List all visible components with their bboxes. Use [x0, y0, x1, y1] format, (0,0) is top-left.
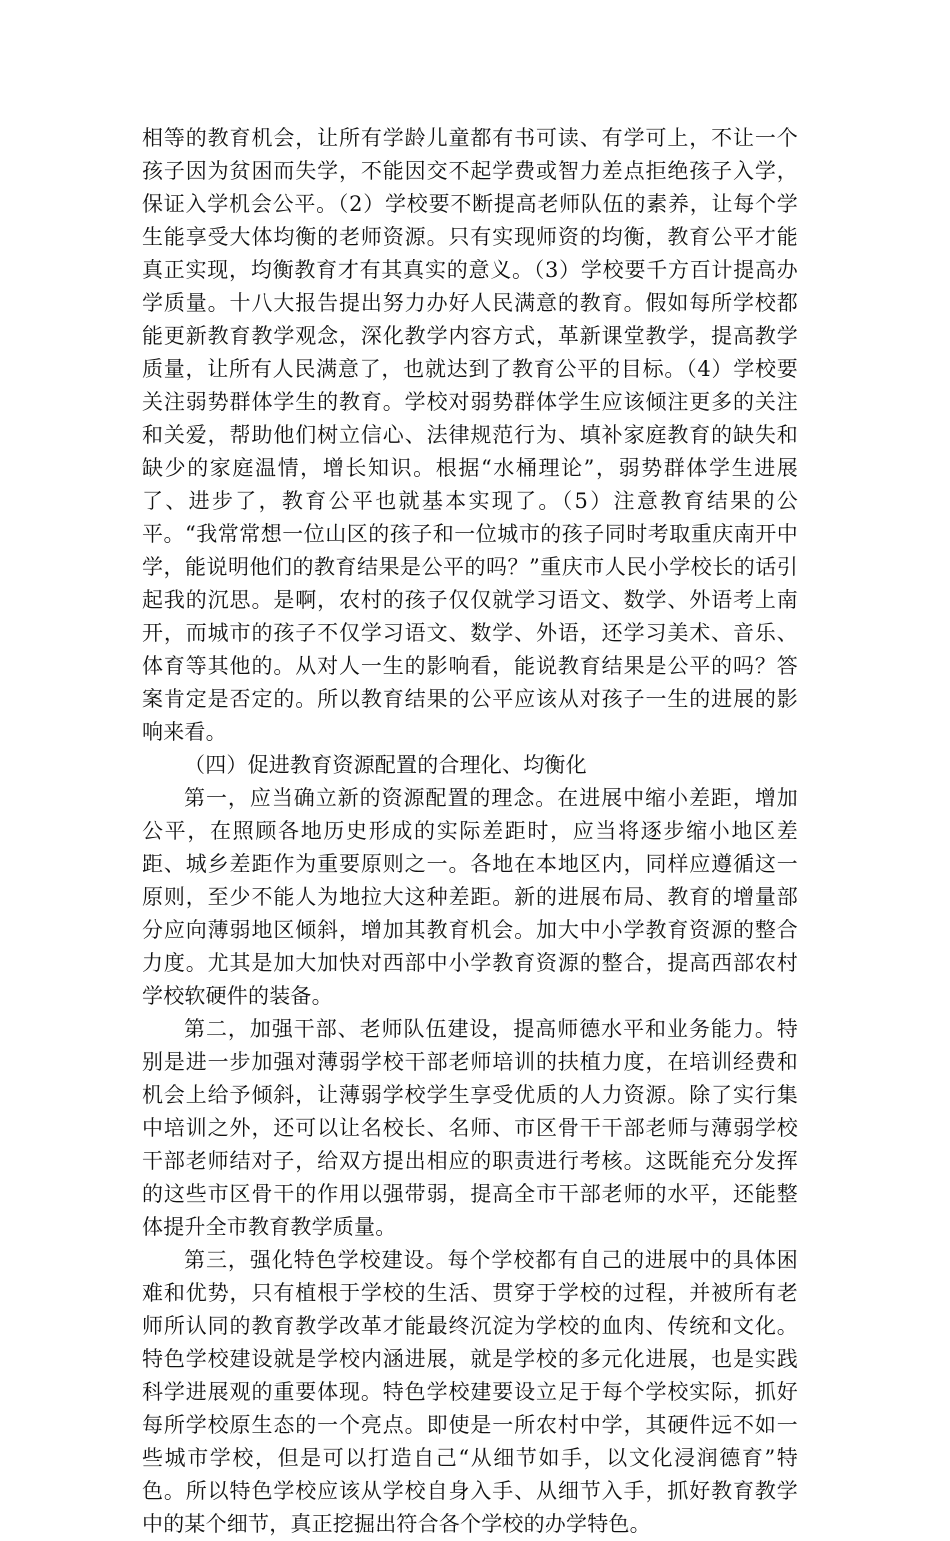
paragraph-third: 第三，强化特色学校建设。每个学校都有自己的进展中的具体困难和优势，只有植根于学校的生活、贯穿于学校的过程，并被所有老师所认同的教育教学改革才能最终沉淀为学校的血肉、传统和文化。特色学校建设就是学校内涵进展，就是学校的多元化进展，也是实践科学进展观的重要体现。特色学校建要设立足于每个学校实际，抓好每所学校原生态的一个亮点。即使是一所农村中学，其硬件远不如一些城市学校，但是可以打造自己“从细节如手，以文化浸润德育”特色。所以特色学校应该从学校自身入手、从细节入手，抓好教育教学中的某个细节，真正挖掘出符合各个学校的办学特色。 [142, 1248, 798, 1536]
document-page [142, 122, 798, 1541]
paragraph-continued: 相等的教育机会，让所有学龄儿童都有书可读、有学可上，不让一个孩子因为贫困而失学，不能因交不起学费或智力差点拒绝孩子入学，保证入学机会公平。（2）学校要不断提高老师队伍的素养，让每个学生能享受大体均衡的老师资源。只有实现师资的均衡，教育公平才能真正实现，均衡教育才有其真实的意义。（3）学校要千方百计提高办学质量。十八大报告提出努力办好人民满意的教育。假如每所学校都能更新教育教学观念，深化教学内容方式，革新课堂教学，提高教学质量，让所有人民满意了，也就达到了教育公平的目标。（4）学校要关注弱势群体学生的教育。学校对弱势群体学生应该倾注更多的关注和关爱，帮助他们树立信心、法律规范行为、填补家庭教育的缺失和缺少的家庭温情，增长知识。根据“水桶理论”，弱势群体学生进展了、进步了，教育公平也就基本实现了。（5）注意教育结果的公平。“我常常想一位山区的孩子和一位城市的孩子同时考取重庆南开中学，能说明他们的教育结果是公平的吗？”重庆市人民小学校长的话引起我的沉思。是啊，农村的孩子仅仅就学习语文、数学、外语考上南开，而城市的孩子不仅学习语文、数学、外语，还学习美术、音乐、体育等其他的。从对人一生的影响看，能说教育结果是公平的吗？答案肯定是否定的。所以教育结果的公平应该从对孩子一生的进展的影响来看。 [142, 126, 798, 744]
paragraph-second: 第二，加强干部、老师队伍建设，提高师德水平和业务能力。特别是进一步加强对薄弱学校干部老师培训的扶植力度，在培训经费和机会上给予倾斜，让薄弱学校学生享受优质的人力资源。除了实行集中培训之外，还可以让名校长、名师、市区骨干干部老师与薄弱学校干部老师结对子，给双方提出相应的职责进行考核。这既能充分发挥的这些市区骨干的作用以强带弱，提高全市干部老师的水平，还能整体提升全市教育教学质量。 [142, 1017, 798, 1239]
section-heading: （四）促进教育资源配置的合理化、均衡化 [184, 753, 587, 777]
paragraph-first: 第一，应当确立新的资源配置的理念。在进展中缩小差距，增加公平，在照顾各地历史形成的实际差距时，应当将逐步缩小地区差距、城乡差距作为重要原则之一。各地在本地区内，同样应遵循这一原则，至少不能人为地拉大这种差距。新的进展布局、教育的增量部分应向薄弱地区倾斜，增加其教育机会。加大中小学教育资源的整合力度。尤其是加大加快对西部中小学教育资源的整合，提高西部农村学校软硬件的装备。 [142, 786, 798, 1008]
